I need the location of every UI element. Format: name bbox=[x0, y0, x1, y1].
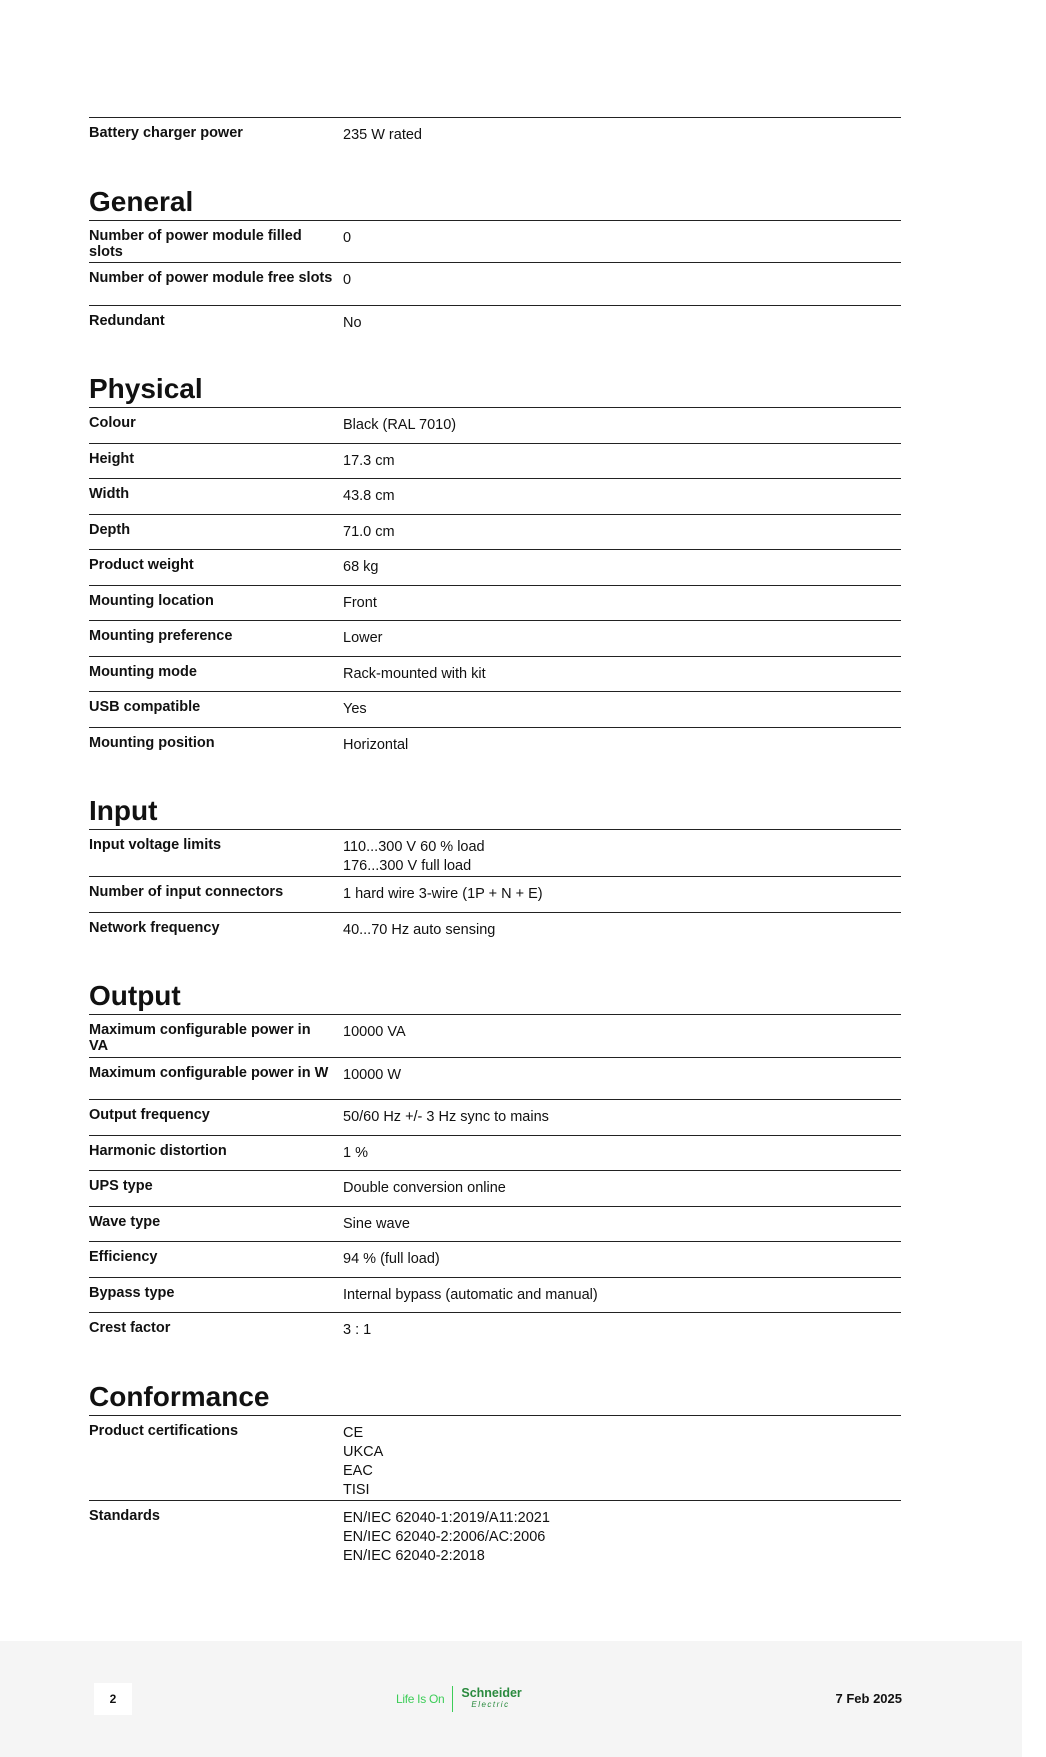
spec-label: Network frequency bbox=[89, 919, 220, 936]
spec-section bbox=[89, 947, 901, 1348]
spec-values bbox=[343, 1285, 901, 1313]
spec-label: Product weight bbox=[89, 557, 194, 573]
spec-value: CE bbox=[343, 1424, 364, 1441]
spec-label: Output frequency bbox=[89, 1107, 210, 1123]
logo-tagline: Life Is On bbox=[396, 1692, 445, 1706]
spec-value: 1 % bbox=[343, 1144, 368, 1161]
spec-value: Front bbox=[343, 594, 377, 611]
page-footer bbox=[0, 1641, 1022, 1757]
page-number: 2 bbox=[94, 1683, 132, 1715]
spec-row bbox=[89, 1099, 901, 1135]
spec-value: 40...70 Hz auto sensing bbox=[343, 921, 496, 938]
section-title: General bbox=[89, 185, 194, 217]
spec-value: 235 W rated bbox=[343, 127, 422, 143]
spec-value: EN/IEC 62040-1:2019/A11:2021 bbox=[343, 1509, 550, 1526]
spec-values bbox=[343, 1320, 901, 1348]
spec-label: Redundant bbox=[89, 312, 165, 329]
schneider-logo bbox=[396, 1685, 522, 1713]
spec-value: 94 % (full load) bbox=[343, 1251, 440, 1267]
spec-values bbox=[343, 1065, 901, 1100]
spec-values bbox=[343, 415, 901, 443]
spec-label: Height bbox=[89, 450, 135, 467]
spec-row bbox=[89, 443, 901, 479]
spec-row bbox=[89, 656, 901, 692]
spec-label: Number of power module filled slots bbox=[89, 227, 302, 260]
spec-label: Depth bbox=[89, 521, 131, 538]
spec-row bbox=[89, 1312, 901, 1348]
spec-label: Mounting location bbox=[89, 592, 214, 609]
logo-brand-sub: Electric bbox=[471, 1700, 510, 1709]
spec-values bbox=[343, 593, 901, 621]
spec-label: Crest factor bbox=[89, 1320, 171, 1336]
spec-row bbox=[89, 117, 901, 153]
spec-value: EAC bbox=[343, 1462, 373, 1479]
spec-label: Mounting mode bbox=[89, 663, 197, 680]
spec-values bbox=[343, 735, 901, 763]
spec-values bbox=[343, 837, 901, 876]
spec-value: Sine wave bbox=[343, 1215, 410, 1232]
spec-row bbox=[89, 1277, 901, 1313]
spec-row bbox=[89, 1415, 901, 1500]
spec-row bbox=[89, 514, 901, 550]
spec-value: 1 hard wire 3-wire (1P + N + E) bbox=[343, 886, 543, 902]
spec-label: Wave type bbox=[89, 1213, 161, 1230]
spec-value: 43.8 cm bbox=[343, 488, 395, 504]
spec-label: Colour bbox=[89, 415, 136, 431]
spec-values bbox=[343, 1022, 901, 1057]
section-title: Physical bbox=[89, 373, 203, 404]
spec-value: 50/60 Hz +/- 3 Hz sync to mains bbox=[343, 1109, 549, 1125]
spec-label: Bypass type bbox=[89, 1284, 175, 1301]
spec-values bbox=[343, 1143, 901, 1171]
spec-row bbox=[89, 305, 901, 341]
spec-label: Harmonic distortion bbox=[89, 1142, 227, 1159]
spec-row bbox=[89, 876, 901, 912]
spec-value: Horizontal bbox=[343, 736, 409, 753]
spec-value: Double conversion online bbox=[343, 1180, 506, 1196]
spec-label: Width bbox=[89, 486, 130, 502]
spec-values bbox=[343, 664, 901, 692]
spec-value: 0 bbox=[343, 229, 352, 246]
spec-row bbox=[89, 585, 901, 621]
logo-brand bbox=[461, 1687, 521, 1711]
spec-values bbox=[343, 1423, 901, 1500]
spec-values bbox=[343, 451, 901, 479]
spec-row bbox=[89, 549, 901, 585]
spec-values bbox=[343, 125, 901, 153]
spec-row bbox=[89, 478, 901, 514]
spec-row bbox=[89, 1241, 901, 1277]
spec-value: Yes bbox=[343, 701, 367, 717]
spec-row bbox=[89, 407, 901, 443]
spec-values bbox=[343, 1178, 901, 1206]
spec-label: Mounting preference bbox=[89, 628, 233, 644]
spec-values bbox=[343, 557, 901, 585]
spec-row bbox=[89, 1057, 901, 1100]
spec-value: 0 bbox=[343, 272, 352, 288]
spec-value: Internal bypass (automatic and manual) bbox=[343, 1286, 598, 1303]
footer-date: 7 Feb 2025 bbox=[835, 1691, 902, 1706]
spec-values bbox=[343, 1249, 901, 1277]
spec-section bbox=[89, 340, 901, 762]
section-title: Conformance bbox=[89, 1380, 270, 1412]
spec-section bbox=[89, 117, 901, 153]
spec-row bbox=[89, 829, 901, 876]
spec-values bbox=[343, 1107, 901, 1135]
spec-row bbox=[89, 727, 901, 763]
spec-label: Maximum configurable power in W bbox=[89, 1064, 329, 1081]
spec-section bbox=[89, 762, 901, 947]
spec-value: TISI bbox=[343, 1481, 370, 1498]
spec-label: Maximum configurable power in VA bbox=[89, 1022, 311, 1054]
spec-value: Black (RAL 7010) bbox=[343, 417, 457, 433]
spec-row bbox=[89, 1170, 901, 1206]
spec-value: EN/IEC 62040-2:2018 bbox=[343, 1547, 485, 1564]
spec-values bbox=[343, 1508, 901, 1566]
spec-value: 10000 W bbox=[343, 1066, 402, 1083]
spec-label: Standards bbox=[89, 1507, 160, 1524]
spec-content bbox=[89, 117, 901, 1566]
spec-values bbox=[343, 486, 901, 514]
spec-row bbox=[89, 912, 901, 948]
spec-values bbox=[343, 270, 901, 305]
spec-label: USB compatible bbox=[89, 699, 201, 715]
spec-value: UKCA bbox=[343, 1443, 384, 1460]
spec-row bbox=[89, 1135, 901, 1171]
spec-values bbox=[343, 699, 901, 727]
spec-row bbox=[89, 1014, 901, 1057]
spec-value: 3 : 1 bbox=[343, 1322, 372, 1338]
spec-label: Input voltage limits bbox=[89, 837, 222, 853]
spec-value: 17.3 cm bbox=[343, 452, 395, 469]
spec-values bbox=[343, 884, 901, 912]
spec-value: Lower bbox=[343, 630, 383, 646]
section-title: Input bbox=[89, 795, 158, 826]
spec-section bbox=[89, 153, 901, 341]
spec-label: Efficiency bbox=[89, 1249, 158, 1265]
spec-row bbox=[89, 220, 901, 263]
spec-row bbox=[89, 691, 901, 727]
spec-label: Number of power module free slots bbox=[89, 270, 333, 286]
logo-divider bbox=[452, 1686, 453, 1712]
spec-value: EN/IEC 62040-2:2006/AC:2006 bbox=[343, 1528, 546, 1545]
spec-label: UPS type bbox=[89, 1178, 153, 1194]
spec-row bbox=[89, 1500, 901, 1566]
spec-values bbox=[343, 522, 901, 550]
spec-section bbox=[89, 1348, 901, 1566]
spec-values bbox=[343, 920, 901, 948]
spec-row bbox=[89, 620, 901, 656]
spec-label: Product certifications bbox=[89, 1422, 239, 1439]
spec-label: Number of input connectors bbox=[89, 884, 284, 900]
spec-row bbox=[89, 262, 901, 305]
spec-value: 10000 VA bbox=[343, 1024, 406, 1040]
spec-value: No bbox=[343, 314, 362, 331]
spec-value: 110...300 V 60 % load bbox=[343, 839, 485, 855]
spec-value: 71.0 cm bbox=[343, 523, 395, 540]
spec-values bbox=[343, 228, 901, 263]
spec-values bbox=[343, 628, 901, 656]
section-title: Output bbox=[89, 980, 181, 1011]
spec-row bbox=[89, 1206, 901, 1242]
spec-value: 68 kg bbox=[343, 559, 379, 575]
spec-value: Rack-mounted with kit bbox=[343, 665, 486, 682]
spec-values bbox=[343, 313, 901, 341]
spec-values bbox=[343, 1214, 901, 1242]
spec-value: 176...300 V full load bbox=[343, 858, 472, 874]
spec-label: Mounting position bbox=[89, 734, 215, 751]
logo-brand-name: Schneider bbox=[461, 1686, 522, 1700]
spec-label: Battery charger power bbox=[89, 125, 243, 141]
